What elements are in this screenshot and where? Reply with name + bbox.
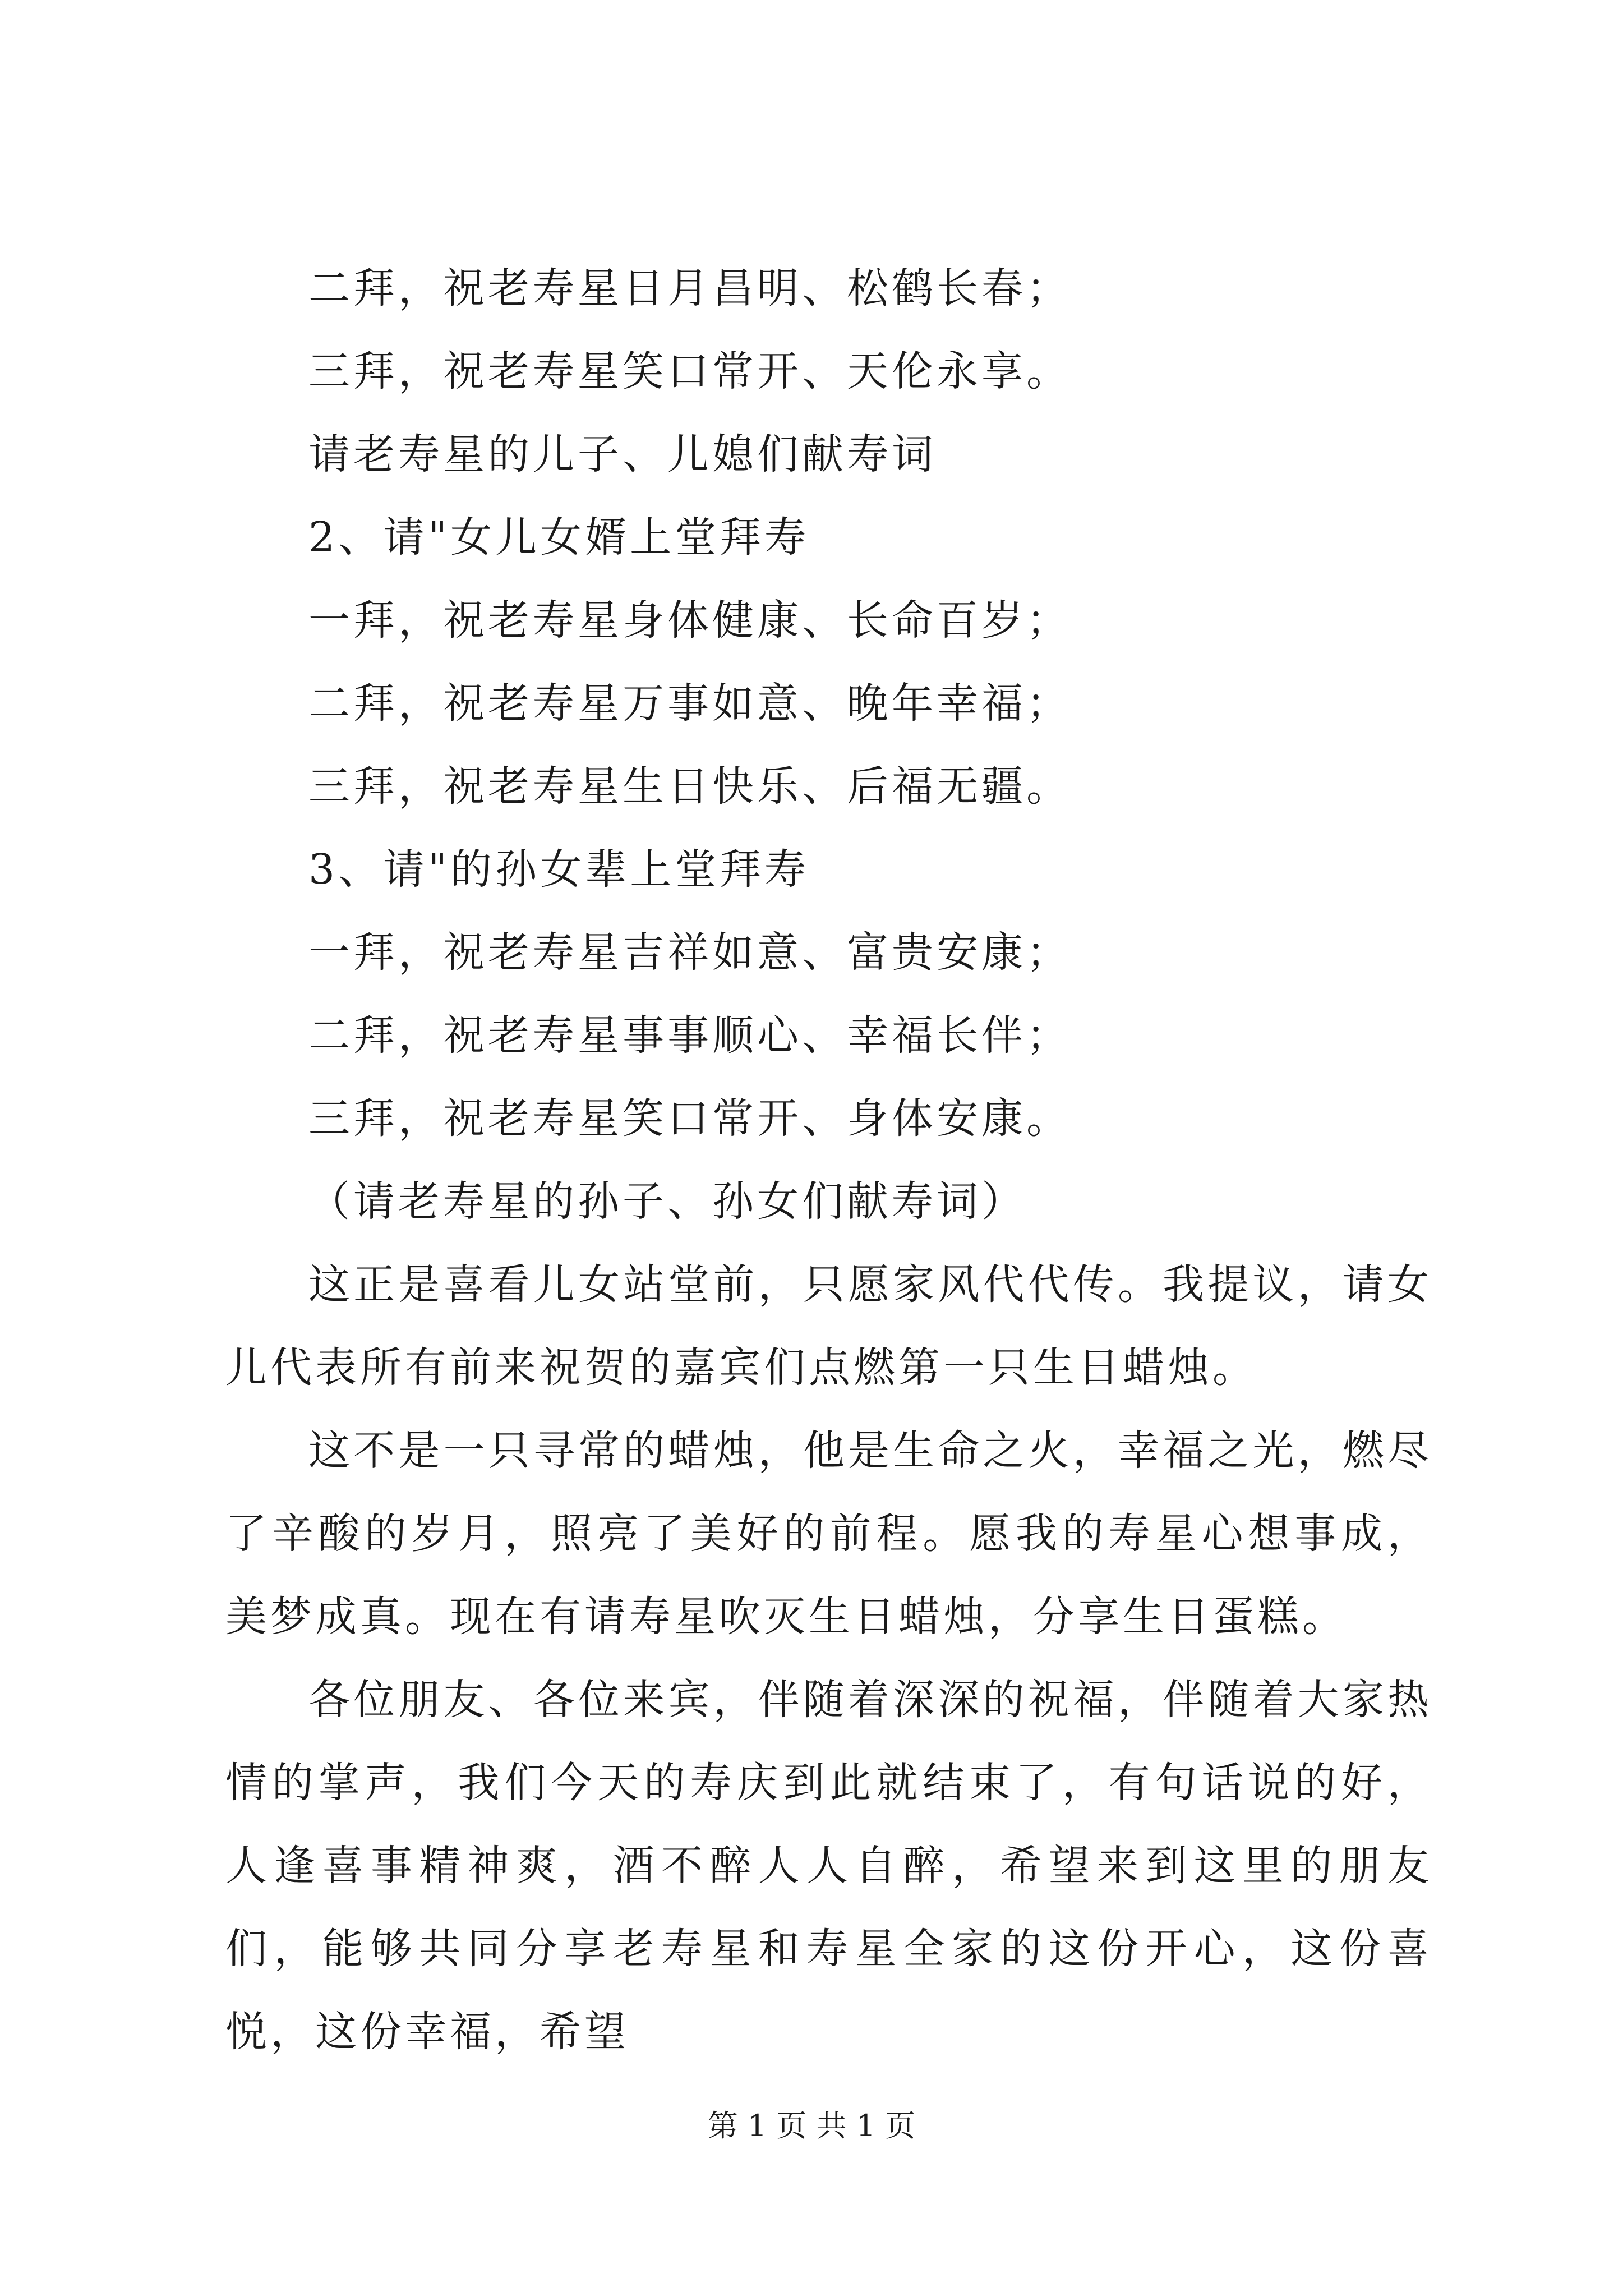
text-line: 一拜，祝老寿星吉祥如意、富贵安康； [308, 928, 1071, 977]
paragraph: 这正是喜看儿女站堂前，只愿家风代代传。我提议，请女儿代表所有前来祝贺的嘉宾们点燃第一只生日蜡烛。 [225, 1260, 1432, 1392]
page-footer: 第 1 页 共 1 页 [707, 2108, 916, 2143]
text-line: 二拜，祝老寿星事事顺心、幸福长伴； [308, 1011, 1071, 1060]
paragraph: 这不是一只寻常的蜡烛，他是生命之火，幸福之光，燃尽了辛酸的岁月，照亮了美好的前程。愿我的寿星心想事成，美梦成真。现在有请寿星吹灭生日蜡烛，分享生日蛋糕。 [225, 1427, 1432, 1641]
text-line: 请老寿星的儿子、儿媳们献寿词 [308, 430, 937, 478]
document-body [225, 247, 1432, 2073]
text-line: （请老寿星的孙子、孙女们献寿词） [308, 1177, 1026, 1226]
paragraph: 各位朋友、各位来宾，伴随着深深的祝福，伴随着大家热情的掌声，我们今天的寿庆到此就结束了，有句话说的好，人逢喜事精神爽，酒不醉人人自醉，希望来到这里的朋友们，能够共同分享老寿星和寿星全家的这份开心，这份喜悦，这份幸福，希望 [225, 1676, 1432, 2056]
text-line: 三拜，祝老寿星笑口常开、天伦永享。 [308, 347, 1071, 395]
text-line: 三拜，祝老寿星笑口常开、身体安康。 [308, 1094, 1071, 1143]
text-line: 三拜，祝老寿星生日快乐、后福无疆。 [308, 762, 1071, 811]
text-line: 一拜，祝老寿星身体健康、长命百岁； [308, 596, 1071, 645]
text-line: 2、请"女儿女婿上堂拜寿 [308, 513, 810, 562]
text-line: 二拜，祝老寿星日月昌明、松鹤长春； [308, 264, 1071, 312]
text-line: 3、请"的孙女辈上堂拜寿 [308, 845, 810, 894]
text-line: 二拜，祝老寿星万事如意、晚年幸福； [308, 679, 1071, 728]
